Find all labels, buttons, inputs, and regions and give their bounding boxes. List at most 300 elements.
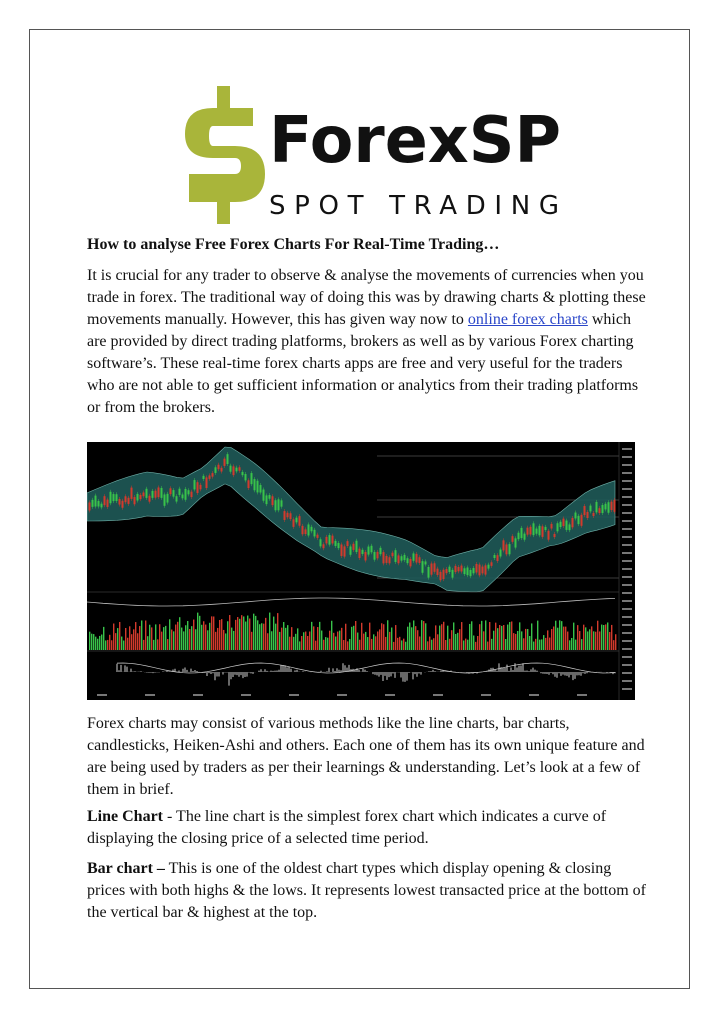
volume-bar xyxy=(281,628,282,650)
volume-bar xyxy=(409,623,410,650)
volume-bar xyxy=(203,621,204,650)
volume-bar xyxy=(413,620,414,650)
candle-body xyxy=(596,502,598,512)
candle-body xyxy=(605,504,607,510)
volume-bar xyxy=(157,639,158,650)
candle-body xyxy=(407,558,409,563)
candle-body xyxy=(530,527,532,535)
volume-bar xyxy=(493,631,494,650)
axis-tick xyxy=(622,464,632,466)
volume-bar xyxy=(337,632,338,650)
forex-chart-image xyxy=(87,442,635,700)
volume-bar xyxy=(401,640,402,650)
volume-bar xyxy=(229,615,230,650)
candle-body xyxy=(467,567,469,575)
candle-body xyxy=(125,496,127,502)
candle-body xyxy=(482,567,484,574)
candle-body xyxy=(581,515,583,526)
volume-bar xyxy=(137,633,138,650)
candle-body xyxy=(578,516,580,524)
volume-bar xyxy=(147,636,148,650)
volume-bar xyxy=(381,623,382,650)
volume-bar xyxy=(233,631,234,650)
candle-body xyxy=(371,546,373,553)
candle-body xyxy=(443,570,445,579)
volume-bar xyxy=(549,638,550,650)
volume-bar xyxy=(607,622,608,650)
volume-bar xyxy=(509,622,510,650)
volume-bar xyxy=(341,628,342,650)
candle-body xyxy=(572,518,574,527)
candle-body xyxy=(575,513,577,519)
dollar-symbol-icon xyxy=(185,86,265,224)
candle-body xyxy=(272,496,274,505)
axis-tick xyxy=(622,648,632,650)
bar-chart-paragraph xyxy=(87,858,647,924)
volume-bar xyxy=(551,629,552,650)
volume-bar xyxy=(535,639,536,650)
volume-bar xyxy=(573,623,574,650)
axis-tick xyxy=(622,576,632,578)
online-forex-charts-link[interactable]: online forex charts xyxy=(467,311,588,328)
volume-bar xyxy=(577,625,578,650)
candle-body xyxy=(107,500,109,507)
volume-bar xyxy=(215,632,216,650)
candle-body xyxy=(287,513,289,518)
logo-brand: ForexSP xyxy=(269,104,561,178)
volume-bar xyxy=(343,640,344,650)
volume-bar xyxy=(155,624,156,650)
volume-bar xyxy=(191,626,192,650)
candle-body xyxy=(185,489,187,500)
candle-body xyxy=(281,500,283,506)
volume-bar xyxy=(263,624,264,650)
volume-bar xyxy=(183,631,184,650)
candle-body xyxy=(143,492,145,496)
volume-bar xyxy=(131,634,132,650)
candle-body xyxy=(521,528,523,538)
candle-body xyxy=(425,561,427,564)
volume-bar xyxy=(521,631,522,650)
axis-tick xyxy=(622,560,632,562)
volume-bar xyxy=(199,616,200,650)
candle-body xyxy=(395,550,397,562)
candle-body xyxy=(563,519,565,526)
candle-body xyxy=(290,513,292,519)
candle-body xyxy=(101,504,103,508)
volume-bar xyxy=(475,642,476,650)
volume-bar xyxy=(555,621,556,650)
volume-bar xyxy=(543,635,544,650)
bar-chart-text: This is one of the oldest chart types which display opening & closing prices with both highs & the lows. It represents lowest transacted price at the bottom of the vertical bar & highest at the top. xyxy=(87,860,646,921)
volume-bar xyxy=(225,633,226,650)
volume-bar xyxy=(165,626,166,650)
volume-bar xyxy=(185,625,186,650)
volume-bar xyxy=(153,640,154,650)
volume-bar xyxy=(151,627,152,650)
volume-bar xyxy=(107,640,108,650)
volume-bar xyxy=(471,621,472,650)
volume-bar xyxy=(387,620,388,650)
volume-bar xyxy=(255,616,256,650)
volume-bar xyxy=(457,633,458,650)
volume-bar xyxy=(489,622,490,650)
axis-tick xyxy=(622,488,632,490)
volume-bar xyxy=(557,628,558,650)
volume-bar xyxy=(589,629,590,650)
volume-bar xyxy=(507,625,508,650)
volume-bar xyxy=(173,631,174,650)
candle-body xyxy=(524,534,526,540)
axis-tick xyxy=(622,504,632,506)
volume-bar xyxy=(385,637,386,650)
volume-bar xyxy=(371,639,372,650)
candle-body xyxy=(479,565,481,576)
candle-body xyxy=(320,539,322,546)
volume-bar xyxy=(89,632,90,650)
candle-body xyxy=(419,557,421,563)
candle-body xyxy=(113,494,115,501)
candle-body xyxy=(359,549,361,558)
candle-body xyxy=(464,568,466,574)
volume-bar xyxy=(211,616,212,650)
candle-body xyxy=(215,467,217,473)
volume-bar xyxy=(415,626,416,650)
candle-body xyxy=(569,524,571,530)
volume-bar xyxy=(421,620,422,650)
volume-bar xyxy=(537,621,538,650)
volume-bar xyxy=(275,624,276,650)
candle-body xyxy=(473,568,475,573)
intro-text-before-link: It is crucial for any trader to observe & analyse the movements of currencies when you trade in forex. The traditional way of doing this was by drawing charts & plotting these movements manually. However, this has given way now to xyxy=(87,267,646,328)
volume-bar xyxy=(433,638,434,650)
volume-bar xyxy=(379,629,380,650)
candle-body xyxy=(437,569,439,575)
candle-body xyxy=(224,459,226,466)
volume-bar xyxy=(209,623,210,650)
volume-bar xyxy=(369,623,370,650)
candle-body xyxy=(119,499,121,505)
volume-bar xyxy=(193,620,194,650)
volume-bar xyxy=(547,630,548,650)
axis-tick xyxy=(622,480,632,482)
volume-bar xyxy=(239,619,240,650)
axis-tick xyxy=(622,552,632,554)
volume-bar xyxy=(373,634,374,650)
volume-bar xyxy=(125,628,126,650)
volume-bar xyxy=(491,639,492,650)
volume-bar xyxy=(425,623,426,650)
volume-bar xyxy=(149,625,150,650)
candle-body xyxy=(269,495,271,499)
candle-body xyxy=(323,544,325,548)
volume-bar xyxy=(501,626,502,650)
candle-body xyxy=(128,498,130,504)
axis-tick xyxy=(622,512,632,514)
candle-body xyxy=(599,508,601,513)
candle-body xyxy=(284,511,286,520)
axis-tick xyxy=(622,632,632,634)
volume-bar xyxy=(335,637,336,650)
candle-body xyxy=(245,474,247,480)
volume-bar xyxy=(377,631,378,650)
intro-paragraph xyxy=(87,265,647,419)
volume-bar xyxy=(297,628,298,650)
volume-bar xyxy=(361,623,362,650)
candle-body xyxy=(167,494,169,503)
candle-body xyxy=(356,541,358,552)
candle-body xyxy=(527,528,529,535)
candle-body xyxy=(503,540,505,550)
volume-bar xyxy=(163,627,164,650)
candle-body xyxy=(110,492,112,503)
candle-body xyxy=(170,488,172,494)
candle-body xyxy=(161,488,163,498)
axis-tick xyxy=(622,528,632,530)
candle-body xyxy=(326,537,328,544)
volume-bar xyxy=(459,629,460,650)
volume-bar xyxy=(485,620,486,650)
candle-body xyxy=(368,547,370,555)
candle-body xyxy=(257,481,259,493)
candle-body xyxy=(455,566,457,572)
volume-bar xyxy=(241,615,242,650)
axis-tick xyxy=(622,544,632,546)
volume-bar xyxy=(595,632,596,650)
volume-bar xyxy=(95,637,96,650)
candle-body xyxy=(92,500,94,507)
volume-bar xyxy=(563,627,564,650)
candle-body xyxy=(470,570,472,576)
volume-bar xyxy=(455,634,456,650)
candle-body xyxy=(203,476,205,479)
line-chart-text: - The line chart is the simplest forex chart which indicates a curve of displaying the closing price of a selected time period. xyxy=(87,808,607,847)
volume-bar xyxy=(101,635,102,650)
axis-tick xyxy=(241,694,251,696)
volume-bar xyxy=(615,634,616,650)
axis-tick xyxy=(193,694,203,696)
volume-bar xyxy=(251,632,252,650)
volume-bar xyxy=(205,625,206,650)
candle-body xyxy=(452,570,454,578)
volume-bar xyxy=(117,628,118,650)
candle-body xyxy=(542,526,544,537)
volume-bar xyxy=(403,639,404,650)
volume-bar xyxy=(161,632,162,650)
volume-bar xyxy=(449,639,450,650)
volume-bar xyxy=(317,627,318,650)
axis-tick xyxy=(289,694,299,696)
volume-bar xyxy=(603,625,604,650)
volume-bar xyxy=(479,624,480,650)
candle-body xyxy=(545,527,547,530)
volume-bar xyxy=(277,613,278,650)
volume-bar xyxy=(91,634,92,650)
volume-bar xyxy=(249,619,250,650)
candle-body xyxy=(155,491,157,498)
volume-bar xyxy=(397,638,398,650)
volume-bar xyxy=(405,642,406,650)
candle-body xyxy=(587,512,589,518)
candle-body xyxy=(251,473,253,484)
volume-bar xyxy=(265,618,266,650)
candle-body xyxy=(230,466,232,472)
volume-bar xyxy=(441,624,442,650)
axis-tick xyxy=(622,536,632,538)
volume-bar xyxy=(167,639,168,650)
volume-bar xyxy=(243,616,244,650)
volume-bar xyxy=(465,639,466,650)
volume-bar xyxy=(289,637,290,650)
candle-body xyxy=(137,494,139,501)
candle-body xyxy=(518,533,520,539)
volume-bar xyxy=(511,621,512,650)
volume-bar xyxy=(565,627,566,650)
candle-body xyxy=(554,534,556,537)
volume-bar xyxy=(307,636,308,650)
axis-tick xyxy=(622,456,632,458)
volume-bar xyxy=(257,620,258,650)
volume-bar xyxy=(399,637,400,650)
candle-body xyxy=(533,523,535,535)
volume-bar xyxy=(391,628,392,650)
volume-bar xyxy=(303,632,304,650)
volume-bar xyxy=(261,623,262,650)
axis-tick xyxy=(622,520,632,522)
volume-bar xyxy=(453,622,454,650)
candle-body xyxy=(509,544,511,554)
volume-bar xyxy=(223,630,224,650)
axis-tick xyxy=(385,694,395,696)
volume-bar xyxy=(351,627,352,650)
volume-bar xyxy=(571,638,572,650)
candle-body xyxy=(386,556,388,563)
volume-bar xyxy=(439,626,440,650)
volume-bar xyxy=(231,628,232,650)
candle-body xyxy=(416,554,418,563)
volume-bar xyxy=(333,633,334,650)
volume-bar xyxy=(419,636,420,650)
volume-bar xyxy=(113,624,114,650)
volume-bar xyxy=(181,628,182,650)
volume-bar xyxy=(567,632,568,650)
volume-bar xyxy=(447,626,448,650)
candle-body xyxy=(497,555,499,561)
volume-bar xyxy=(497,628,498,650)
axis-tick xyxy=(622,472,632,474)
axis-tick xyxy=(622,592,632,594)
volume-bar xyxy=(327,638,328,650)
volume-bar xyxy=(527,629,528,650)
volume-bar xyxy=(483,631,484,650)
candle-body xyxy=(374,552,376,560)
axis-tick xyxy=(622,624,632,626)
volume-bar xyxy=(121,637,122,650)
axis-tick xyxy=(622,616,632,618)
logo-tagline: SPOT TRADING xyxy=(269,191,559,221)
volume-bar xyxy=(609,632,610,650)
volume-bar xyxy=(389,632,390,650)
volume-bar xyxy=(541,639,542,650)
axis-tick xyxy=(577,694,587,696)
candle-body xyxy=(293,519,295,527)
line-chart-paragraph xyxy=(87,806,647,850)
candle-body xyxy=(263,490,265,501)
volume-bar xyxy=(559,620,560,650)
candle-body xyxy=(428,567,430,578)
volume-bar xyxy=(301,636,302,650)
candle-body xyxy=(308,524,310,535)
volume-bar xyxy=(109,635,110,650)
volume-bar xyxy=(171,630,172,650)
axis-tick xyxy=(481,694,491,696)
candle-body xyxy=(431,563,433,574)
volume-bar xyxy=(525,629,526,650)
axis-tick xyxy=(622,496,632,498)
axis-tick xyxy=(622,600,632,602)
volume-bar xyxy=(591,626,592,650)
candle-body xyxy=(362,550,364,554)
volume-bar xyxy=(331,621,332,650)
candle-body xyxy=(197,482,199,493)
candle-body xyxy=(476,564,478,573)
volume-bar xyxy=(293,637,294,650)
candle-body xyxy=(131,488,133,499)
candle-body xyxy=(485,565,487,574)
candle-body xyxy=(221,468,223,472)
volume-bar xyxy=(353,626,354,650)
axis-tick xyxy=(622,656,632,658)
candle-body xyxy=(590,506,592,512)
volume-bar xyxy=(295,634,296,650)
volume-bar xyxy=(545,638,546,650)
line-chart-term: Line Chart xyxy=(87,808,163,825)
volume-bar xyxy=(383,624,384,650)
volume-bar xyxy=(207,630,208,650)
volume-bar xyxy=(345,624,346,650)
candle-body xyxy=(278,499,280,510)
volume-bar xyxy=(411,627,412,650)
volume-bar xyxy=(463,640,464,650)
candle-body xyxy=(449,567,451,572)
volume-bar xyxy=(93,634,94,650)
volume-bar xyxy=(367,637,368,650)
volume-bar xyxy=(487,642,488,650)
candle-body xyxy=(182,495,184,499)
volume-bar xyxy=(451,630,452,650)
volume-bar xyxy=(427,641,428,650)
volume-bar xyxy=(357,633,358,650)
volume-bar xyxy=(291,627,292,650)
volume-bar xyxy=(355,621,356,650)
forexsp-logo xyxy=(183,86,563,224)
volume-bar xyxy=(393,642,394,650)
candle-body xyxy=(296,518,298,523)
forex-chart-svg xyxy=(87,442,635,700)
candle-body xyxy=(608,502,610,513)
volume-bar xyxy=(245,622,246,650)
volume-bar xyxy=(127,638,128,650)
candle-body xyxy=(164,494,166,505)
volume-bar xyxy=(431,640,432,650)
candle-body xyxy=(260,485,262,492)
volume-bar xyxy=(271,631,272,650)
axis-tick xyxy=(622,664,632,666)
candle-body xyxy=(506,544,508,554)
candle-body xyxy=(236,468,238,472)
candle-body xyxy=(458,567,460,571)
volume-bar xyxy=(395,625,396,650)
